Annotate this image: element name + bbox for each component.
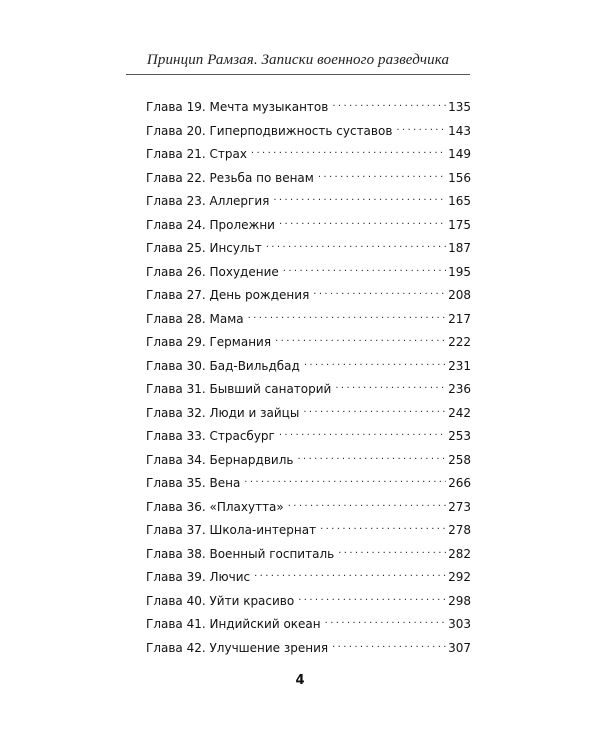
toc-entry-page: 222 <box>448 335 471 349</box>
dot-leader <box>332 640 446 652</box>
toc-entry-page: 208 <box>448 288 471 302</box>
dot-leader <box>275 334 446 346</box>
dot-leader <box>273 193 446 205</box>
dot-leader <box>283 264 446 276</box>
toc-entry-title: Глава 23. Аллергия <box>146 194 270 208</box>
toc-entry-title: Глава 31. Бывший санаторий <box>146 382 332 396</box>
table-of-contents <box>146 97 471 661</box>
toc-entry-title: Глава 28. Мама <box>146 311 244 326</box>
toc-entry-title: Глава 40. Уйти красиво <box>146 593 295 608</box>
toc-entry-page: 242 <box>448 405 471 420</box>
toc-entry-page: 195 <box>448 264 471 279</box>
toc-entry-title: Глава 27. День рождения <box>146 288 310 302</box>
toc-entry-page: 156 <box>448 170 471 185</box>
toc-entry-page: 307 <box>448 640 471 655</box>
toc-entry-title: Глава 21. Страх <box>146 147 247 161</box>
dot-leader <box>297 452 446 464</box>
dot-leader <box>251 146 446 158</box>
toc-entry-page: 253 <box>448 429 471 443</box>
toc-entry-title: Глава 25. Инсульт <box>146 241 262 255</box>
dot-leader <box>254 569 446 581</box>
dot-leader <box>279 217 446 229</box>
toc-entry <box>146 591 471 615</box>
dot-leader <box>288 499 446 511</box>
toc-entry-page: 292 <box>448 570 471 584</box>
toc-entry-page: 187 <box>448 241 471 255</box>
toc-entry-title: Глава 36. «Плахутта» <box>146 499 284 514</box>
dot-leader <box>248 311 447 323</box>
dot-leader <box>266 240 446 252</box>
toc-entry-page: 273 <box>448 499 471 514</box>
toc-entry <box>146 191 471 215</box>
toc-entry <box>146 473 471 497</box>
toc-entry-title: Глава 37. Школа-интернат <box>146 523 317 537</box>
toc-entry-page: 165 <box>448 194 471 208</box>
dot-leader <box>279 428 446 440</box>
toc-entry-page: 303 <box>448 617 471 631</box>
toc-entry-page: 149 <box>448 147 471 161</box>
toc-entry-title: Глава 33. Страсбург <box>146 429 275 443</box>
toc-entry <box>146 144 471 168</box>
toc-entry <box>146 520 471 544</box>
toc-entry-title: Глава 19. Мечта музыкантов <box>146 100 329 114</box>
toc-entry <box>146 403 471 427</box>
toc-entry <box>146 309 471 333</box>
dot-leader <box>313 287 446 299</box>
dot-leader <box>318 170 446 182</box>
toc-entry-page: 175 <box>448 217 471 232</box>
dot-leader <box>298 593 446 605</box>
toc-entry <box>146 379 471 403</box>
page-number: 4 <box>295 673 305 688</box>
toc-entry-title: Глава 30. Бад-Вильдбад <box>146 358 300 373</box>
dot-leader <box>338 546 446 558</box>
dot-leader <box>244 475 446 487</box>
toc-entry <box>146 97 471 121</box>
toc-entry-page: 143 <box>448 123 471 138</box>
toc-entry <box>146 426 471 450</box>
toc-entry-title: Глава 20. Гиперподвижность суставов <box>146 123 393 138</box>
toc-entry-title: Глава 35. Вена <box>146 476 241 490</box>
toc-entry-page: 135 <box>448 100 471 114</box>
toc-entry <box>146 567 471 591</box>
toc-entry <box>146 121 471 145</box>
toc-entry-page: 217 <box>448 311 471 326</box>
toc-entry <box>146 544 471 568</box>
toc-entry <box>146 332 471 356</box>
toc-entry-page: 298 <box>448 593 471 608</box>
toc-entry <box>146 285 471 309</box>
toc-entry <box>146 614 471 638</box>
dot-leader <box>396 123 446 135</box>
dot-leader <box>303 405 446 417</box>
toc-entry <box>146 168 471 192</box>
toc-entry-page: 236 <box>448 382 471 396</box>
toc-entry-title: Глава 24. Пролежни <box>146 217 275 232</box>
toc-entry-title: Глава 42. Улучшение зрения <box>146 640 329 655</box>
toc-entry <box>146 497 471 521</box>
dot-leader <box>304 358 446 370</box>
toc-entry-title: Глава 41. Индийский океан <box>146 617 321 631</box>
running-head: Принцип Рамзая. Записки военного разведчика <box>146 52 450 68</box>
toc-entry-title: Глава 34. Бернардвиль <box>146 452 294 467</box>
header-rule <box>126 74 470 75</box>
dot-leader <box>335 381 446 393</box>
dot-leader <box>320 522 446 534</box>
dot-leader <box>332 99 446 111</box>
toc-entry-title: Глава 22. Резьба по венам <box>146 170 314 185</box>
toc-entry-page: 282 <box>448 546 471 561</box>
toc-entry-page: 266 <box>448 476 471 490</box>
dot-leader <box>325 616 446 628</box>
toc-entry-page: 278 <box>448 523 471 537</box>
toc-entry <box>146 262 471 286</box>
toc-entry-title: Глава 26. Похудение <box>146 264 279 279</box>
toc-entry-page: 231 <box>448 358 471 373</box>
toc-entry <box>146 638 471 662</box>
toc-entry <box>146 356 471 380</box>
toc-entry-title: Глава 39. Лючис <box>146 570 251 584</box>
toc-entry <box>146 450 471 474</box>
toc-entry-title: Глава 29. Германия <box>146 335 272 349</box>
toc-entry-title: Глава 32. Люди и зайцы <box>146 405 300 420</box>
toc-entry-page: 258 <box>448 452 471 467</box>
toc-entry <box>146 238 471 262</box>
toc-entry-title: Глава 38. Военный госпиталь <box>146 546 335 561</box>
toc-entry <box>146 215 471 239</box>
